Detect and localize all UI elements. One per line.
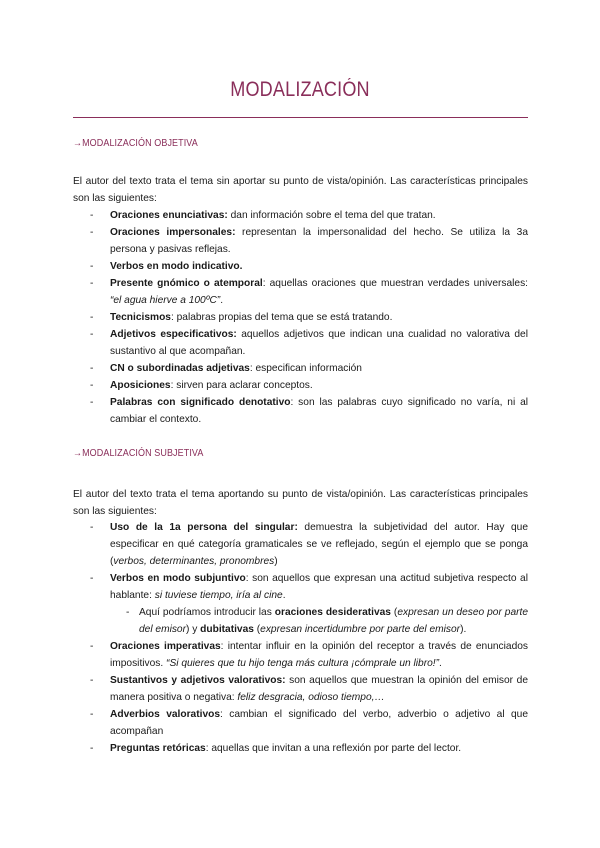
- list-item: - CN o subordinadas adjetivas: especifican información: [73, 360, 528, 377]
- bullet-dash: -: [90, 573, 94, 584]
- bullet-dash: -: [90, 363, 94, 374]
- list-subjetiva: [73, 519, 528, 757]
- list-item: - Uso de la 1a persona del singular: demuestra la subjetividad del autor. Hay que especificar en qué categoría gramaticales se ve reflejado, según el ejemplo que se ponga (verbos, determinantes, pronombres): [73, 519, 528, 570]
- intro-subjetiva: El autor del texto trata el tema aportando su punto de vista/opinión. Las características principales son las siguientes:: [73, 489, 528, 517]
- page-title: MODALIZACIÓN: [230, 78, 370, 101]
- bullet-dash: -: [90, 675, 94, 686]
- bullet-dash: -: [90, 329, 94, 340]
- bullet-dash: -: [90, 397, 94, 408]
- title-divider: [73, 117, 528, 118]
- list-item: - Preguntas retóricas: aquellas que invitan a una reflexión por parte del lector.: [73, 740, 528, 757]
- bullet-dash: -: [90, 227, 94, 238]
- bullet-dash: -: [90, 743, 94, 754]
- bullet-dash: -: [90, 312, 94, 323]
- section-heading-objetiva: →MODALIZACIÓN OBJETIVA: [73, 138, 198, 149]
- bullet-dash: -: [90, 641, 94, 652]
- list-item: - Verbos en modo indicativo.: [73, 258, 528, 275]
- list-item: - Oraciones enunciativas: dan información sobre el tema del que tratan.: [73, 207, 528, 224]
- bullet-dash: -: [90, 380, 94, 391]
- list-item: - Verbos en modo subjuntivo: son aquellos que expresan una actitud subjetiva respecto al hablante: si tuviese tiempo, iría al cine.: [73, 570, 528, 604]
- list-item: - Oraciones impersonales: representan la impersonalidad del hecho. Se utiliza la 3a persona y pasivas reflejas.: [73, 224, 528, 258]
- sub-list-item: - Aquí podríamos introducir las oraciones desiderativas (expresan un deseo por parte del emisor) y dubitativas (expresan incertidumbre por parte del emisor).: [73, 604, 528, 638]
- section-heading-subjetiva: →MODALIZACIÓN SUBJETIVA: [73, 448, 204, 459]
- bullet-dash: -: [126, 607, 130, 618]
- list-item: - Tecnicismos: palabras propias del tema que se está tratando.: [73, 309, 528, 326]
- intro-objetiva: El autor del texto trata el tema sin aportar su punto de vista/opinión. Las características principales son las siguientes:: [73, 176, 528, 204]
- bullet-dash: -: [90, 261, 94, 272]
- bullet-dash: -: [90, 210, 94, 221]
- list-objetiva: [73, 207, 528, 428]
- bullet-dash: -: [90, 278, 94, 289]
- list-item: - Sustantivos y adjetivos valorativos: son aquellos que muestran la opinión del emisor de manera positiva o negativa: feliz desgracia, odioso tiempo,…: [73, 672, 528, 706]
- list-item: - Aposiciones: sirven para aclarar conceptos.: [73, 377, 528, 394]
- bullet-dash: -: [90, 709, 94, 720]
- list-item: - Adjetivos especificativos: aquellos adjetivos que indican una cualidad no valorativa del sustantivo al que acompañan.: [73, 326, 528, 360]
- list-item: - Adverbios valorativos: cambian el significado del verbo, adverbio o adjetivo al que acompañan: [73, 706, 528, 740]
- bullet-dash: -: [90, 522, 94, 533]
- list-item: - Oraciones imperativas: intentar influir en la opinión del receptor a través de enunciados impositivos. “Si quieres que tu hijo tenga más cultura ¡cómprale un libro!”.: [73, 638, 528, 672]
- list-item: - Palabras con significado denotativo: son las palabras cuyo significado no varía, ni al cambiar el contexto.: [73, 394, 528, 428]
- list-item: - Presente gnómico o atemporal: aquellas oraciones que muestran verdades universales: “el agua hierve a 100ºC”.: [73, 275, 528, 309]
